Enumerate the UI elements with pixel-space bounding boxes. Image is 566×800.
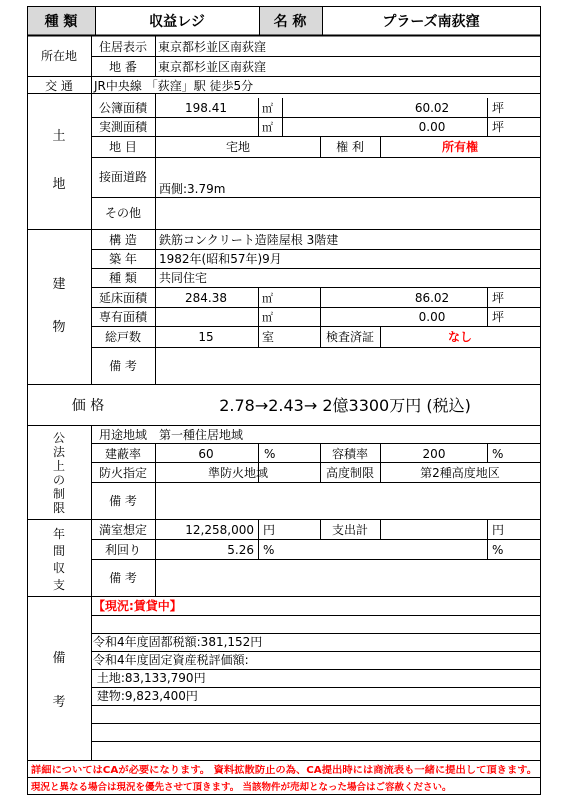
measured-area-tsubo: 0.00	[418, 120, 446, 134]
notes-label-top: 備	[52, 651, 66, 666]
name-label: 名 称	[273, 14, 307, 30]
yen-unit: 円	[492, 523, 505, 537]
floor-area-tsubo: 86.02	[414, 291, 450, 305]
transport-value: JR中央線 「荻窪」駅 徒歩5分	[94, 79, 254, 93]
land-category-label: 地 目	[109, 140, 137, 154]
price-value: 2.78→2.43→ 2億3300万円 (税込)	[219, 396, 471, 415]
income-label-char: 年	[52, 527, 66, 541]
official-area-tsubo: 60.02	[414, 101, 450, 115]
inspection-label: 検査済証	[325, 330, 375, 344]
kind-label: 種 類	[44, 14, 78, 30]
land-category-value: 宅地	[225, 140, 251, 154]
building-label-top: 建	[52, 277, 66, 292]
height-label: 高度制限	[325, 466, 375, 480]
full-occupancy-label: 満室想定	[98, 523, 148, 537]
percent-unit: %	[264, 447, 276, 461]
note-line: 土地:83,133,790円	[93, 671, 206, 685]
regulations-remarks-label: 備 考	[109, 494, 137, 508]
percent-unit: %	[492, 543, 504, 557]
tsubo-unit: 坪	[492, 310, 505, 324]
address-display-value: 東京都杉並区南荻窪	[158, 40, 267, 54]
price-label: 価 格	[71, 398, 105, 414]
built-year-value: 1982年(昭和57年)9月	[159, 252, 282, 266]
far-value: 200	[422, 447, 446, 461]
land-rights-label: 権 利	[336, 140, 364, 154]
regulations-label-char: 公	[52, 431, 66, 445]
building-label-bottom: 物	[52, 320, 66, 335]
exclusive-area-tsubo: 0.00	[418, 310, 446, 324]
tsubo-unit: 坪	[492, 291, 505, 305]
note-line: 建物:9,823,400円	[93, 689, 198, 703]
yield-label: 利回り	[104, 543, 142, 557]
land-other-label: その他	[104, 206, 142, 220]
official-area-m2: 198.41	[185, 101, 227, 115]
note-line: 令和4年度固定資産税評価額:	[93, 653, 249, 667]
income-label-char: 間	[52, 544, 66, 558]
sqm-unit: ㎡	[262, 292, 273, 305]
status-note: 【現況:賃貸中】	[93, 599, 182, 613]
fire-value: 準防火地域	[207, 466, 269, 480]
percent-unit: %	[492, 447, 504, 461]
footer-note-2: 現況と異なる場合は現況を優先させて頂きます。 当該物件が売却となった場合はご容赦ください。	[31, 782, 452, 793]
regulations-label-char: 上	[52, 459, 66, 473]
income-label-char: 収	[52, 561, 66, 575]
note-line: 令和4年度固都税額:381,152円	[93, 635, 263, 649]
building-remarks-label: 備 考	[109, 359, 137, 373]
structure-label: 構 造	[109, 233, 137, 247]
sqm-unit: ㎡	[262, 121, 273, 134]
location-label: 所在地	[40, 49, 78, 63]
transport-label: 交 通	[45, 79, 73, 93]
road-label: 接面道路	[98, 170, 148, 184]
measured-area-label: 実測面積	[98, 120, 148, 134]
structure-value: 鉄筋コンクリート造陸屋根 3階建	[159, 233, 339, 247]
percent-unit: %	[263, 543, 275, 557]
exclusive-area-label: 専有面積	[98, 310, 148, 324]
floor-area-label: 延床面積	[98, 291, 148, 305]
bcr-label: 建蔽率	[104, 447, 142, 461]
regulations-label-char: 法	[52, 445, 66, 459]
units-label: 総戸数	[104, 330, 142, 344]
property-name: プラーズ南荻窪	[382, 14, 480, 30]
far-label: 容積率	[331, 447, 369, 461]
sqm-unit: ㎡	[262, 311, 273, 324]
built-year-label: 築 年	[109, 252, 137, 266]
full-occupancy-value: 12,258,000	[185, 523, 254, 537]
inspection-value: なし	[447, 330, 473, 344]
yen-unit: 円	[263, 523, 276, 537]
regulations-label-char: 制	[52, 487, 66, 501]
footer-note-1: 詳細についてはCAが必要になります。 資料拡散防止の為、CA提出時には商流表も一緒に提出して頂きます。	[31, 765, 499, 776]
notes-label-bottom: 考	[52, 695, 66, 710]
regulations-label-char: の	[52, 473, 66, 487]
tsubo-unit: 坪	[492, 120, 505, 134]
regulations-label-char: 限	[52, 501, 66, 515]
address-display-label: 住居表示	[98, 40, 148, 54]
road-value: 西側:3.79m	[159, 182, 226, 196]
land-label-top: 土	[52, 129, 66, 144]
zoning-value: 第一種住居地域	[159, 428, 244, 442]
bcr-value: 60	[198, 447, 214, 461]
units-unit: 室	[262, 330, 275, 344]
fire-label: 防火指定	[98, 466, 148, 480]
lot-number-label: 地 番	[109, 60, 137, 74]
official-area-label: 公簿面積	[98, 101, 148, 115]
building-type-value: 共同住宅	[159, 271, 208, 285]
sqm-unit: ㎡	[262, 102, 273, 115]
land-label-bottom: 地	[52, 177, 66, 192]
kind-value: 収益レジ	[149, 14, 205, 30]
zoning-label: 用途地域	[98, 428, 148, 442]
land-rights-value: 所有権	[441, 140, 479, 154]
building-type-label: 種 類	[109, 271, 137, 285]
units-value: 15	[198, 330, 214, 344]
income-label	[53, 526, 65, 592]
yield-value: 5.26	[227, 543, 254, 557]
lot-number-value: 東京都杉並区南荻窪	[158, 60, 267, 74]
expense-label: 支出計	[331, 523, 369, 537]
floor-area-m2: 284.38	[185, 291, 227, 305]
income-label-char: 支	[52, 578, 66, 592]
height-value: 第2種高度地区	[420, 466, 500, 480]
tsubo-unit: 坪	[492, 101, 505, 115]
income-remarks-label: 備 考	[109, 571, 137, 585]
regulations-label	[53, 431, 66, 515]
